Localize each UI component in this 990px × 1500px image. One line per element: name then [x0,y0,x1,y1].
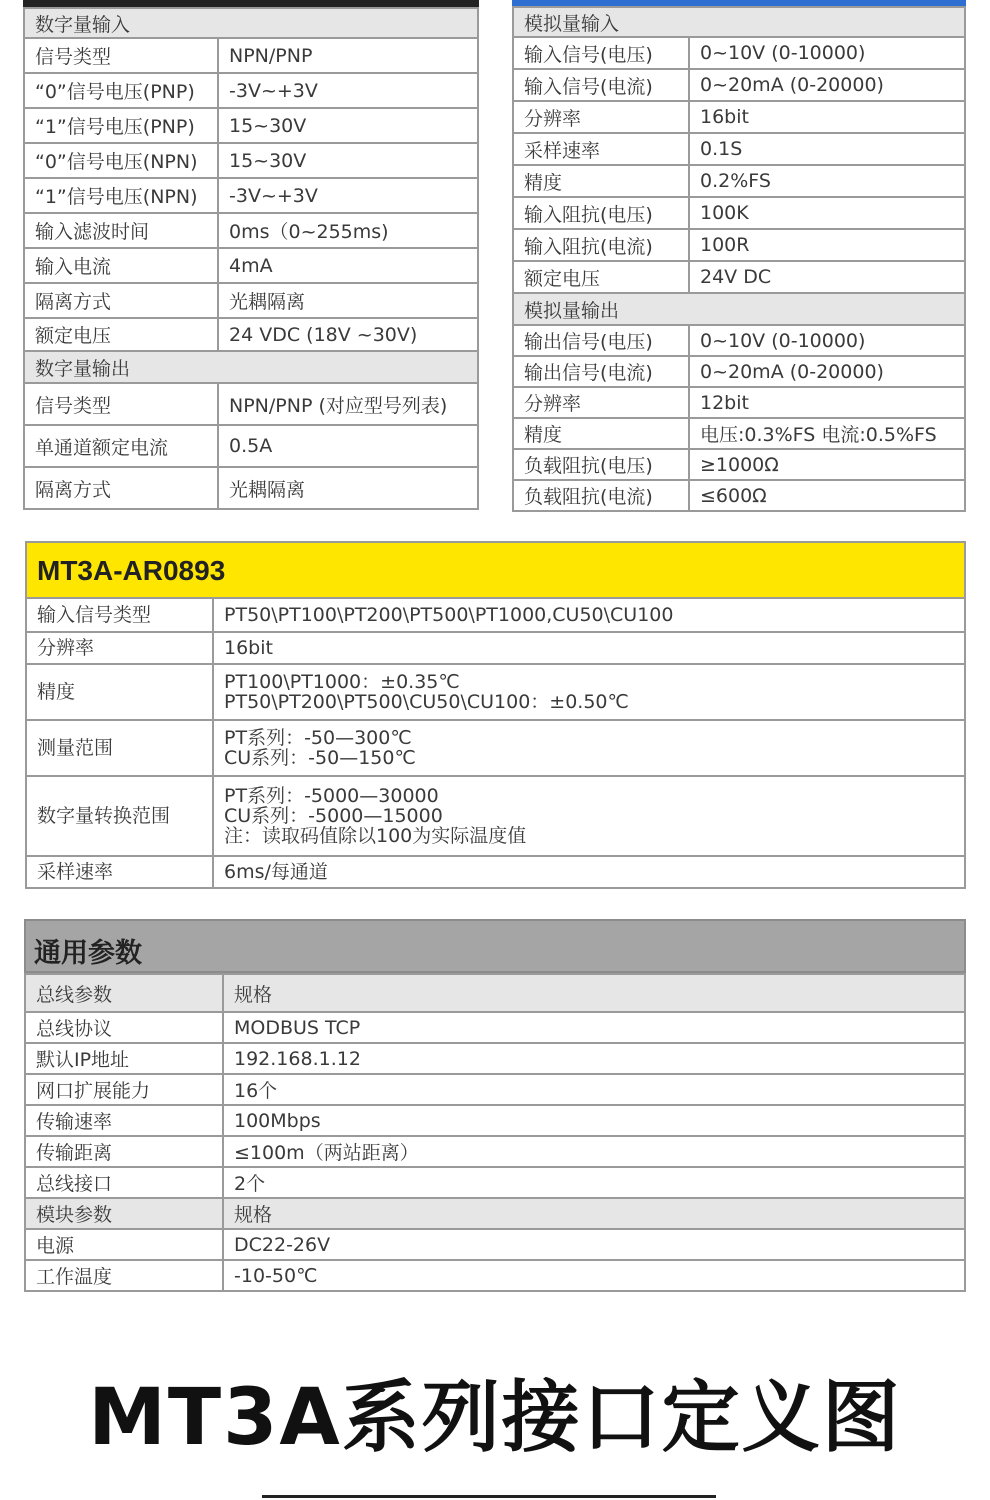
param-value-cell: DC22-26V [223,1229,965,1260]
param-name-cell: 采样速率 [513,133,689,165]
table-row [513,356,965,387]
table-row [24,178,478,213]
param-name-cell: “1”信号电压(NPN) [24,178,218,213]
param-name-cell: 默认IP地址 [25,1043,223,1074]
param-name-cell: 输入信号(电流) [513,69,689,101]
param-value-cell: 100R [689,229,965,261]
param-value-cell: ≥1000Ω [689,449,965,480]
table-row [25,1012,965,1043]
table-row [25,1229,965,1260]
param-name-cell: 精度 [26,664,213,720]
table-row [513,101,965,133]
param-name-cell: 输入阻抗(电压) [513,197,689,229]
general-params-title: 通用参数 [34,938,142,969]
param-name-cell: 输入滤波时间 [24,213,218,248]
param-value-cell: 2个 [223,1167,965,1198]
param-value-cell: 15~30V [218,143,478,178]
param-name-cell: 信号类型 [24,383,218,425]
param-value-cell: 0.1S [689,133,965,165]
param-name-cell: 总线协议 [25,1012,223,1043]
param-value-cell: 0ms（0~255ms) [218,213,478,248]
param-value-cell: 100K [689,197,965,229]
general-params-table [24,973,966,1292]
table-row [25,1260,965,1291]
param-name-cell: 传输速率 [25,1105,223,1136]
param-value-cell: 100Mbps [223,1105,965,1136]
param-value-cell: 0~20mA (0-20000) [689,69,965,101]
param-name-cell: “0”信号电压(NPN) [24,143,218,178]
param-name-cell: 负载阻抗(电流) [513,480,689,511]
table-row [24,283,478,318]
table-row [25,1136,965,1167]
param-name-cell: “1”信号电压(PNP) [24,108,218,143]
param-name-cell: 总线参数 [25,974,223,1012]
section-header-row [24,351,478,383]
param-value-cell: 16bit [213,632,965,664]
param-name-cell: 测量范围 [26,720,213,776]
param-name-cell: 精度 [513,418,689,449]
analog-io-table [512,6,966,512]
param-value-cell: 15~30V [218,108,478,143]
param-value-cell: -3V~+3V [218,178,478,213]
table-row [513,165,965,197]
param-name-cell: 传输距离 [25,1136,223,1167]
param-value-cell: 24V DC [689,261,965,293]
param-value-cell: 光耦隔离 [218,467,478,509]
param-value-cell: 12bit [689,387,965,418]
general-body [25,974,965,1291]
table-row [26,632,965,664]
param-value-cell: NPN/PNP (对应型号列表) [218,383,478,425]
table-row [26,598,965,632]
digital-io-body [24,8,478,509]
param-value-cell: 16个 [223,1074,965,1105]
param-value-cell: 规格 [223,974,965,1012]
digital-io-table [23,7,479,510]
table-row [24,383,478,425]
param-name-cell: 单通道额定电流 [24,425,218,467]
param-value-cell: 0~10V (0-10000) [689,37,965,69]
table-row [24,73,478,108]
title-underline [262,1495,716,1498]
table-row [25,1167,965,1198]
param-value-cell: PT系列：-50—300℃ CU系列：-50—150℃ [213,720,965,776]
section-title: 模拟量输入 [513,7,965,37]
param-name-cell: 模块参数 [25,1198,223,1229]
param-value-cell: 192.168.1.12 [223,1043,965,1074]
param-name-cell: 输入信号(电压) [513,37,689,69]
param-name-cell: 隔离方式 [24,283,218,318]
page-title: MT3A系列接口定义图 [88,1373,902,1463]
param-value-cell: PT系列：-5000—30000 CU系列：-5000—15000 注：读取码值除以100为实际温度值 [213,776,965,856]
param-name-cell: 额定电压 [24,318,218,351]
param-name-cell: 精度 [513,165,689,197]
table-row [26,856,965,888]
table-row [513,449,965,480]
rtd-model-title: MT3A-AR0893 [37,555,226,586]
param-value-cell: 电压:0.3%FS 电流:0.5%FS [689,418,965,449]
param-name-cell: 额定电压 [513,261,689,293]
table-row [513,197,965,229]
param-name-cell: 分辨率 [26,632,213,664]
table-row [513,418,965,449]
param-value-cell: 规格 [223,1198,965,1229]
param-value-cell: -3V~+3V [218,73,478,108]
param-name-cell: 输入电流 [24,248,218,283]
table-row [26,720,965,776]
table-row [24,425,478,467]
table-row [26,776,965,856]
param-name-cell: 信号类型 [24,38,218,73]
param-value-cell: -10-50℃ [223,1260,965,1291]
rtd-body [26,598,965,888]
table-row [513,133,965,165]
param-name-cell: 输出信号(电流) [513,356,689,387]
table-row [513,69,965,101]
param-name-cell: 分辨率 [513,101,689,133]
param-value-cell: NPN/PNP [218,38,478,73]
param-value-cell: 0~10V (0-10000) [689,325,965,356]
analog-io-body [513,7,965,511]
table-row [24,143,478,178]
param-value-cell: PT100\PT1000：±0.35℃ PT50\PT200\PT500\CU50\CU100：±0.50℃ [213,664,965,720]
param-name-cell: 总线接口 [25,1167,223,1198]
param-name-cell: 数字量转换范围 [26,776,213,856]
param-value-cell: 0.5A [218,425,478,467]
rtd-module-header [25,541,966,597]
table-row [513,261,965,293]
param-value-cell: 光耦隔离 [218,283,478,318]
param-value-cell: 0.2%FS [689,165,965,197]
section-header-row [513,7,965,37]
section-header-row [24,8,478,38]
param-name-cell: 输入阻抗(电流) [513,229,689,261]
table-row [24,213,478,248]
param-value-cell: 24 VDC (18V ~30V) [218,318,478,351]
section-title: 模拟量输出 [513,293,965,325]
param-value-cell: 6ms/每通道 [213,856,965,888]
section-header-row [513,293,965,325]
table-row [25,974,965,1012]
table-row [24,467,478,509]
general-params-header [24,919,966,973]
table-row [513,37,965,69]
param-name-cell: 网口扩展能力 [25,1074,223,1105]
table-row [24,108,478,143]
table-row [24,38,478,73]
table-row [25,1198,965,1229]
table-row [25,1043,965,1074]
section-title: 数字量输入 [24,8,478,38]
param-value-cell: ≤600Ω [689,480,965,511]
param-value-cell: 4mA [218,248,478,283]
table-row [513,480,965,511]
table-row [26,664,965,720]
param-value-cell: PT50\PT100\PT200\PT500\PT1000,CU50\CU100 [213,598,965,632]
table-row [513,387,965,418]
table-row [24,318,478,351]
param-name-cell: 采样速率 [26,856,213,888]
param-name-cell: 工作温度 [25,1260,223,1291]
param-value-cell: MODBUS TCP [223,1012,965,1043]
table-row [513,325,965,356]
param-name-cell: 负载阻抗(电压) [513,449,689,480]
param-name-cell: 电源 [25,1229,223,1260]
param-value-cell: 16bit [689,101,965,133]
param-name-cell: 分辨率 [513,387,689,418]
table-row [25,1105,965,1136]
param-value-cell: 0~20mA (0-20000) [689,356,965,387]
param-value-cell: ≤100m（两站距离） [223,1136,965,1167]
rtd-module-table [25,597,966,889]
table-row [513,229,965,261]
param-name-cell: 隔离方式 [24,467,218,509]
section-title: 数字量输出 [24,351,478,383]
param-name-cell: 输入信号类型 [26,598,213,632]
table-row [25,1074,965,1105]
param-name-cell: 输出信号(电压) [513,325,689,356]
param-name-cell: “0”信号电压(PNP) [24,73,218,108]
table-row [24,248,478,283]
